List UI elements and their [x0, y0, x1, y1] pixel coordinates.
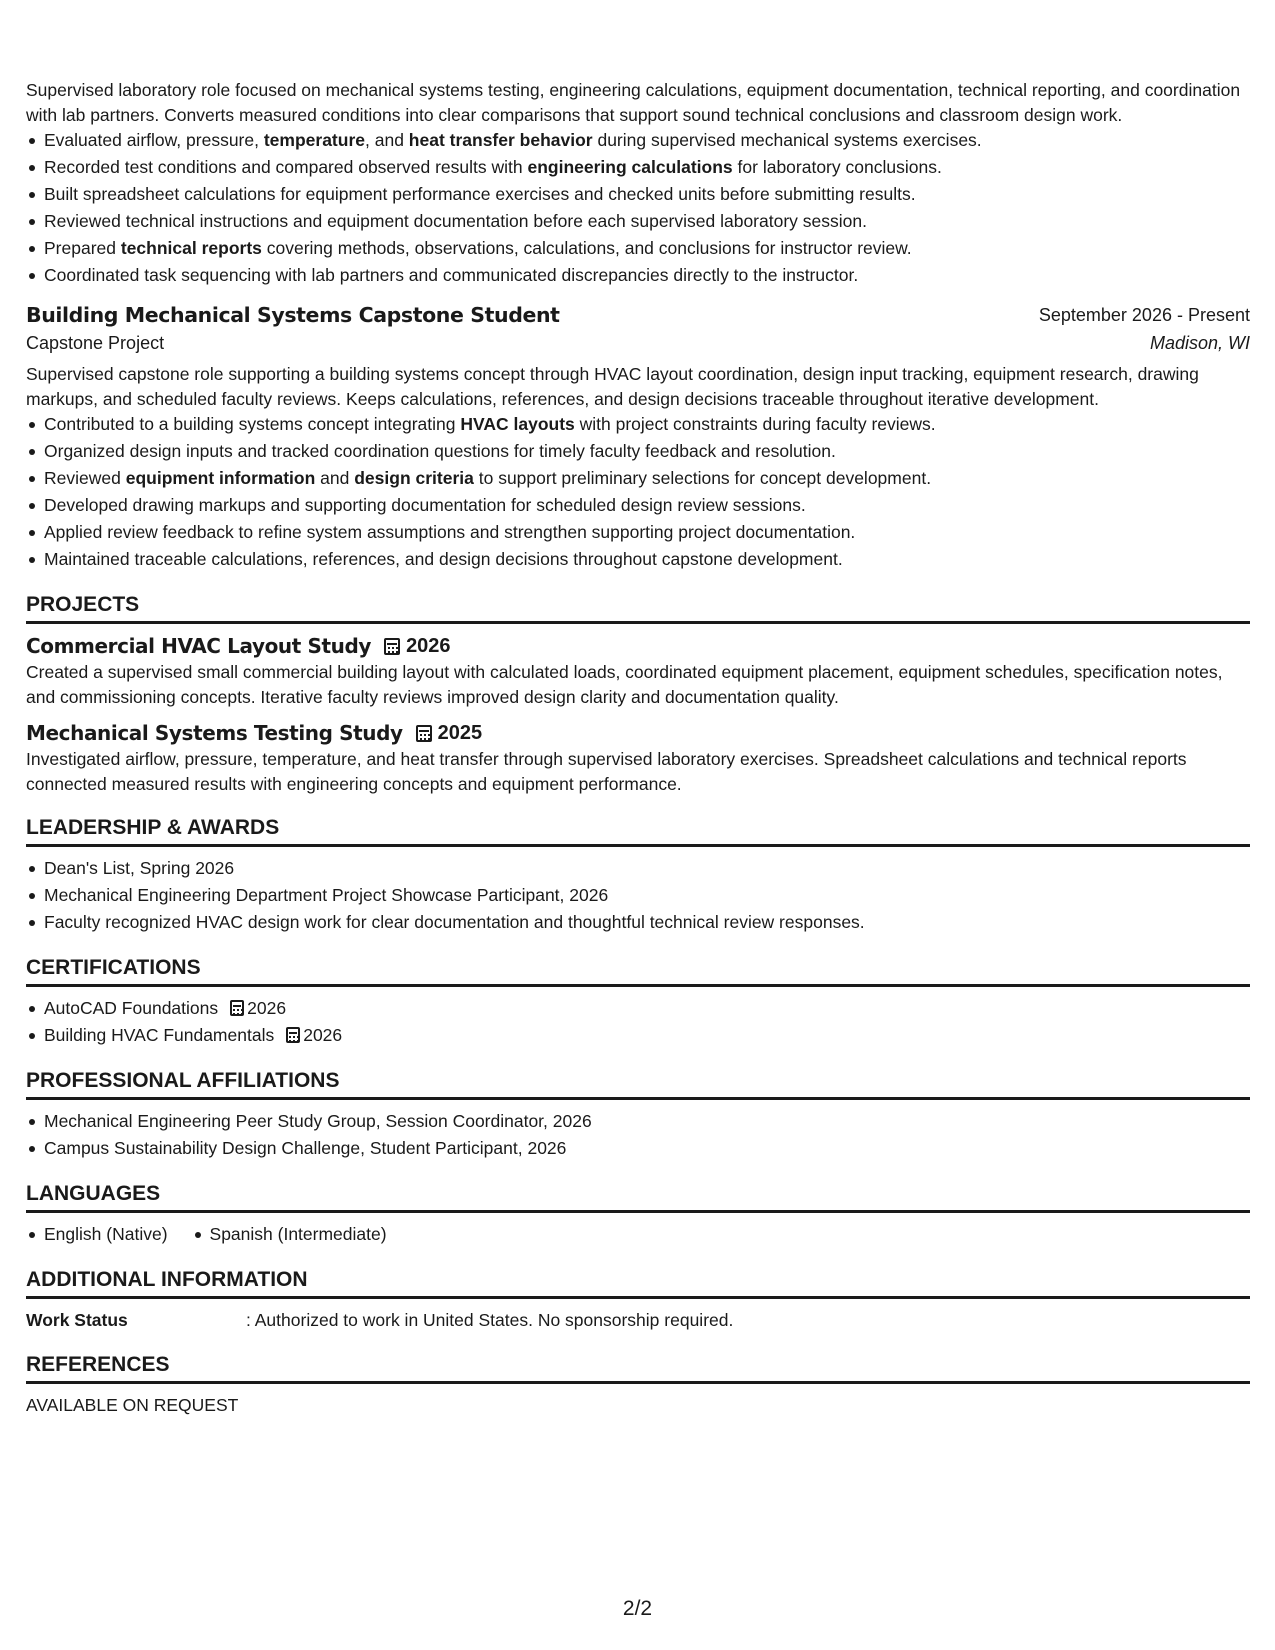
- project-item: [26, 632, 1250, 709]
- bullet-item: [26, 181, 1250, 208]
- bullet-item: [26, 411, 1250, 438]
- bullet-text: Maintained traceable calculations, references, and design decisions throughout capstone development.: [44, 549, 843, 569]
- languages-list: [26, 1221, 1250, 1248]
- capstone-bullets: [26, 411, 1250, 573]
- bold-keyword: HVAC layouts: [460, 414, 575, 434]
- bold-keyword: equipment information: [125, 468, 316, 488]
- job-location: Madison, WI: [1149, 333, 1250, 353]
- capstone-subheader: [26, 329, 1250, 357]
- capstone-summary: Supervised capstone role supporting a building systems concept through HVAC layout coordination, design input tracking, equipment research, drawing markups, and scheduled faculty reviews. Keeps calculations, references, and design decisions traceable throughout iterative development.: [26, 364, 1199, 409]
- resume-page: [26, 78, 1250, 1418]
- bullet-text: Reviewed technical instructions and equipment documentation before each supervised laboratory session.: [44, 211, 867, 231]
- calendar-icon: [384, 638, 400, 655]
- work-status-row: [26, 1307, 1250, 1333]
- project-title: Mechanical Systems Testing Study: [26, 721, 403, 745]
- list-item: Dean's List, Spring 2026: [26, 855, 1250, 882]
- bullet-text: Evaluated airflow, pressure,: [44, 130, 264, 150]
- references-text: AVAILABLE ON REQUEST: [26, 1395, 239, 1415]
- certification-year: 2026: [247, 998, 287, 1018]
- bold-keyword: technical reports: [120, 238, 262, 258]
- list-item: Mechanical Engineering Peer Study Group, Session Coordinator, 2026: [26, 1108, 1250, 1135]
- list-item: [26, 995, 1250, 1022]
- bullet-text: Developed drawing markups and supporting documentation for scheduled design review sessions.: [44, 495, 806, 515]
- bullet-text: to support preliminary selections for concept development.: [473, 468, 932, 488]
- project-description: Created a supervised small commercial building layout with calculated loads, coordinated equipment placement, equipment schedules, specification notes, and commissioning concepts. Iterative faculty reviews improved design clarity and documentation quality.: [26, 662, 1223, 707]
- bullet-text: Built spreadsheet calculations for equipment performance exercises and checked units before submitting results.: [44, 184, 916, 204]
- bullet-item: [26, 262, 1250, 289]
- section-heading-projects: PROJECTS: [26, 592, 1250, 624]
- project-year: 2025: [437, 722, 483, 744]
- section-heading-additional: ADDITIONAL INFORMATION: [26, 1267, 1250, 1299]
- project-title: Commercial HVAC Layout Study: [26, 634, 372, 658]
- certification-year: 2026: [303, 1025, 343, 1045]
- calendar-icon: [230, 1000, 244, 1016]
- calendar-icon: [286, 1027, 300, 1043]
- info-label: Work Status: [26, 1310, 128, 1330]
- bullet-text: , and: [365, 130, 409, 150]
- list-item: Mechanical Engineering Department Project Showcase Participant, 2026: [26, 882, 1250, 909]
- bullet-item: [26, 235, 1250, 262]
- bullet-item: [26, 438, 1250, 465]
- bullet-text: Contributed to a building systems concept integrating: [44, 414, 461, 434]
- bullet-item: [26, 519, 1250, 546]
- bullet-text: Coordinated task sequencing with lab partners and communicated discrepancies directly to the instructor.: [44, 265, 859, 285]
- project-description: Investigated airflow, pressure, temperature, and heat transfer through supervised laboratory exercises. Spreadsheet calculations and technical reports connected measured results with engineering concepts and equipment performance.: [26, 749, 1187, 794]
- section-heading-affiliations: PROFESSIONAL AFFILIATIONS: [26, 1068, 1250, 1100]
- bullet-text: covering methods, observations, calculations, and conclusions for instructor review.: [261, 238, 912, 258]
- bullet-text: with project constraints during faculty reviews.: [574, 414, 936, 434]
- certification-name: Building HVAC Fundamentals: [44, 1025, 275, 1045]
- bold-keyword: temperature: [263, 130, 365, 150]
- bold-keyword: engineering calculations: [527, 157, 733, 177]
- certification-name: AutoCAD Foundations: [44, 998, 219, 1018]
- bullet-text: for laboratory conclusions.: [732, 157, 942, 177]
- lab-role-summary: Supervised laboratory role focused on mechanical systems testing, engineering calculations, equipment documentation, technical reporting, and coordination with lab partners. Converts measured conditions into clear comparisons that support sound technical conclusions and classroom design work.: [26, 80, 1241, 125]
- bullet-item: [26, 492, 1250, 519]
- project-item: [26, 719, 1250, 796]
- list-item: English (Native): [26, 1221, 168, 1248]
- bullet-text: and: [315, 468, 355, 488]
- certifications-list: [26, 995, 1250, 1049]
- bullet-text: Reviewed: [44, 468, 126, 488]
- calendar-icon: [416, 725, 432, 742]
- bold-keyword: heat transfer behavior: [408, 130, 593, 150]
- list-item: [26, 1022, 1250, 1049]
- bullet-item: [26, 465, 1250, 492]
- section-heading-leadership: LEADERSHIP & AWARDS: [26, 815, 1250, 847]
- job-title: Building Mechanical Systems Capstone Student: [26, 303, 560, 327]
- job-date: September 2026 - Present: [1038, 305, 1250, 325]
- bullet-text: Prepared: [44, 238, 121, 258]
- bullet-text: Applied review feedback to refine system assumptions and strengthen supporting project documentation.: [44, 522, 856, 542]
- list-item: Spanish (Intermediate): [192, 1221, 387, 1248]
- info-value: : Authorized to work in United States. No sponsorship required.: [246, 1310, 734, 1330]
- page-number: 2/2: [622, 1597, 653, 1620]
- section-heading-references: REFERENCES: [26, 1352, 1250, 1384]
- leadership-list: [26, 855, 1250, 936]
- bullet-item: [26, 154, 1250, 181]
- affiliations-list: [26, 1108, 1250, 1162]
- bold-keyword: design criteria: [354, 468, 474, 488]
- section-heading-certifications: CERTIFICATIONS: [26, 955, 1250, 987]
- capstone-header: [26, 301, 1250, 329]
- bullet-item: [26, 208, 1250, 235]
- list-item: Faculty recognized HVAC design work for clear documentation and thoughtful technical review responses.: [26, 909, 1250, 936]
- bullet-item: [26, 546, 1250, 573]
- bullet-text: Recorded test conditions and compared observed results with: [44, 157, 528, 177]
- job-organization: Capstone Project: [26, 333, 165, 353]
- list-item: Campus Sustainability Design Challenge, Student Participant, 2026: [26, 1135, 1250, 1162]
- section-heading-languages: LANGUAGES: [26, 1181, 1250, 1213]
- bullet-item: [26, 127, 1250, 154]
- lab-role-bullets: [26, 127, 1250, 289]
- bullet-text: Organized design inputs and tracked coordination questions for timely faculty feedback and resolution.: [44, 441, 836, 461]
- project-year: 2026: [406, 635, 451, 657]
- bullet-text: during supervised mechanical systems exercises.: [592, 130, 982, 150]
